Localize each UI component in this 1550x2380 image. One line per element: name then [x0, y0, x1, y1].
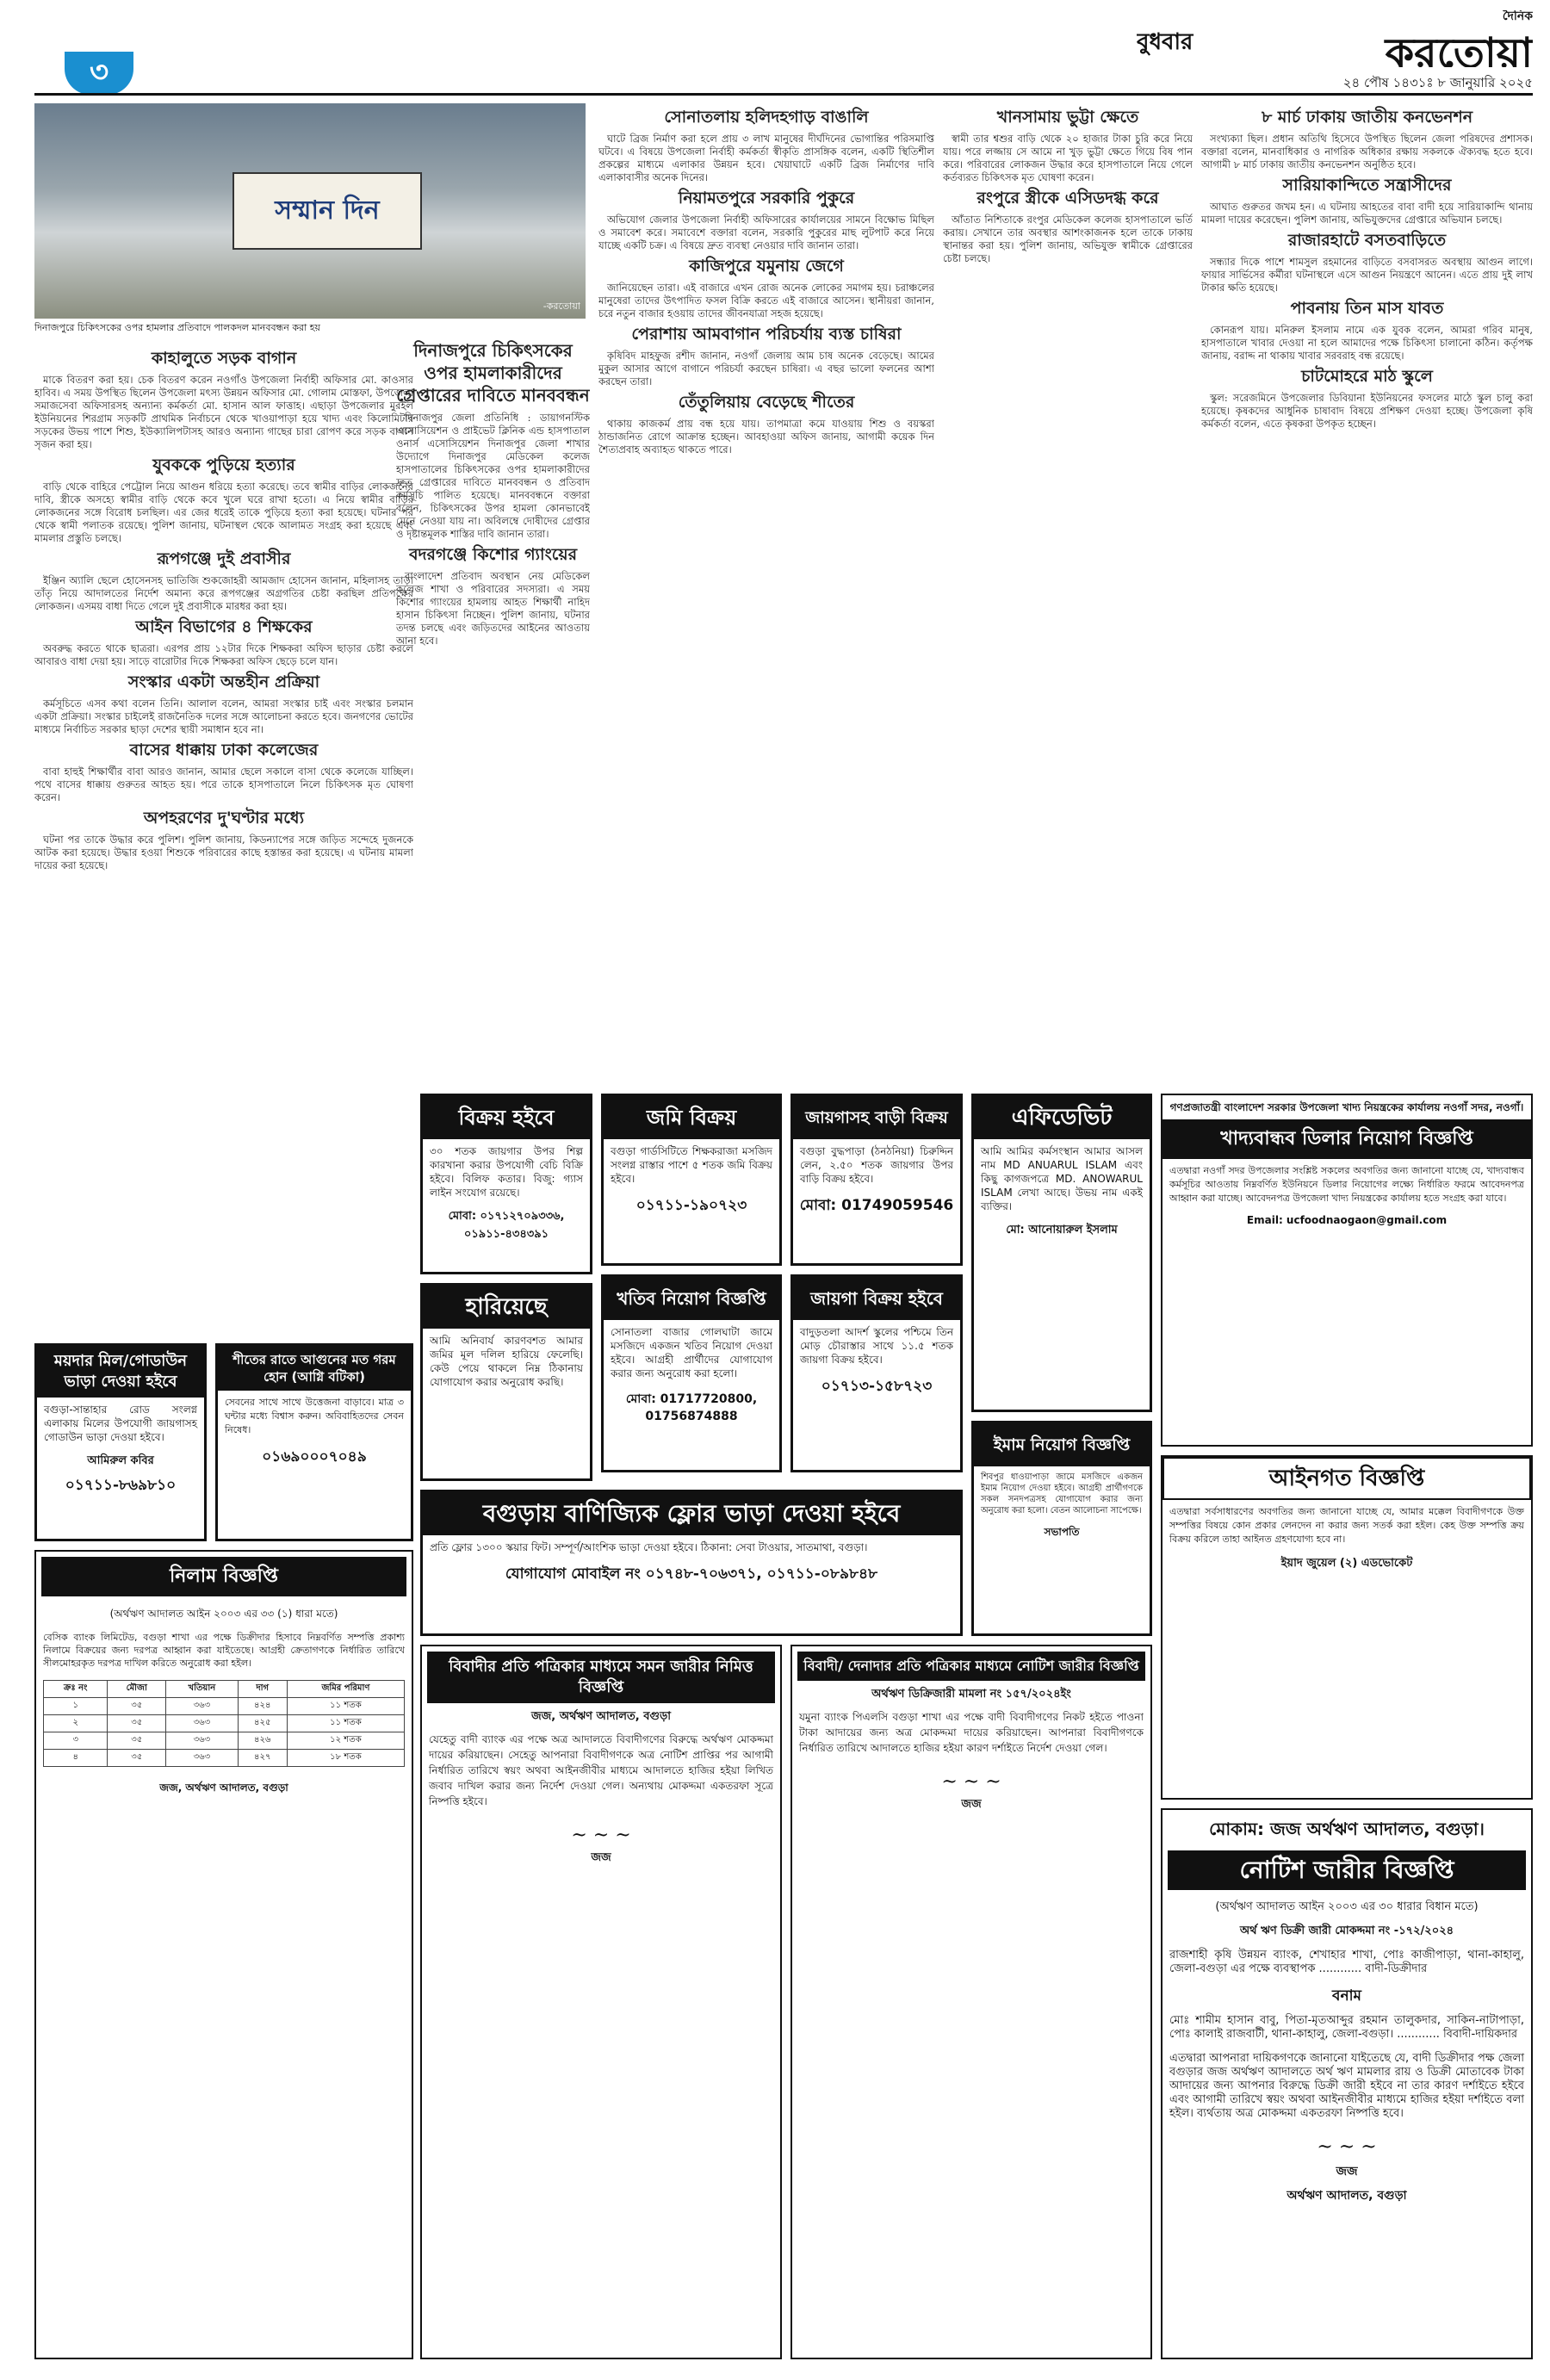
- table-cell: ৩৬৩: [166, 1715, 239, 1732]
- headline-c2b: বদরগঞ্জে কিশোর গ্যাংয়ের: [408, 545, 578, 564]
- ad-winter-medicine: [215, 1343, 413, 1541]
- column-1: [34, 344, 413, 1343]
- body-s7: ঘটনা পর তাকে উদ্ধার করে পুলিশ। পুলিশ জানায়, কিডন্যাপের সঙ্গে জড়িত সন্দেহে দুজনকে আটক করা হয়েছে। উদ্ধার হওয়া শিশুকে পরিবারের কাছে হস্তান্তর করা হয়েছে। এ ঘটনায় মামলা দায়ের করা হয়েছে।: [34, 834, 413, 871]
- column-5: [1201, 103, 1533, 1085]
- table-cell: ৩: [44, 1732, 108, 1750]
- ad-mill-rent-sign: আমিরুল কবির: [87, 1454, 154, 1467]
- summons-signature: ~ ~ ~: [571, 1825, 631, 1846]
- ad-house-sale-phone: মোবা: 01749059546: [799, 1197, 954, 1214]
- ad-khatib-title: খতিব নিয়োগ বিজ্ঞপ্তি: [604, 1277, 779, 1320]
- notice-dealer-email: Email: ucfoodnaogaon@gmail.com: [1246, 1214, 1448, 1226]
- notice-court-sub: (অর্থঋণ আদালত আইন ২০০৩ এর ৩০ ধারার বিধান মতে): [1215, 1900, 1479, 1913]
- body-s3: ইঞ্জিন অ্যালি ছেলে হোসেনসহ ভাতিজি শুকজোহরী আমজাদ হোসেন জানান, মহিলাসহ তাড়া তাঁতৃ নিয়ে আদালতের নির্দেশ অমান্য করে রূপগঞ্জের অগ্রগতির চেষ্টা করছিল প্রতিপক্ষের লোকজন। এসময় বাধা দিতে গেলে দুই প্রবাসীকে মারধর করা হয়।: [34, 574, 413, 612]
- judge-signature: ~ ~ ~: [1317, 2136, 1377, 2158]
- ad-mill-rent-title: ময়দার মিল/গোডাউন ভাড়া দেওয়া হইবে: [37, 1346, 204, 1398]
- auction-table-col-header: খতিয়ান: [166, 1681, 239, 1698]
- auction-table-col-header: ক্রঃ নং: [44, 1681, 108, 1698]
- ad-land-sale-phone: ০১৭১১-১৯০৭২৩: [636, 1197, 747, 1214]
- body-s2: বাড়ি থেকে বাহিরে পেট্রোল নিয়ে আগুন ধরিয়ে হত্যা করেছে। তবে স্বামীর বাড়ির লোকজনের দাবি, স্ত্রীকে অসহ্যে স্বামীর বাড়ি থেকে কবে খুলে ঘরে রাখা হতো। এ নিয়ে স্বামীর বাড়ির লোকজনের সঙ্গে বিরোধ চলছিল। এর জের ধরেই তাকে পুড়িয়ে হত্যা করা হয়েছে। ঘটনার পর থেকে স্বামী পলাতক রয়েছে। পুলিশ জানায়, ঘটনাস্থল থেকে আলামত সংগ্রহ করা হয়েছে এবং মামলার প্রস্তুতি চলছে।: [34, 480, 413, 544]
- table-cell: ৪২৬: [238, 1732, 287, 1750]
- headline-c3e: তেঁতুলিয়ায় বেড়েছে শীতের: [678, 393, 855, 412]
- ad-land-sale-body: বগুড়া গার্ডসিটিতে শিক্ষকরাজা মসজিদ সংলগ্ন রাস্তার পাশে ৫ শতক জমি বিক্রয় হইবে।: [611, 1145, 772, 1185]
- table-cell: ৩৫: [108, 1750, 166, 1767]
- headline-c3d: পেরাশায় আমবাগান পরিচর্যায় ব্যস্ত চাষিরা: [631, 325, 902, 344]
- table-row: [44, 1732, 405, 1750]
- ad-sale-body: ৩০ শতক জায়গার উপর শিল্প কারখানা করার উপযোগী বেচি বিক্রি হইবে। বিলিফ কতার। বিজু: গ্যাস লাইন সংযোগ রয়েছে।: [430, 1145, 583, 1199]
- notice-debtor-court: অর্থঋণ ডিক্রিজারী মামলা নং ১৫৭/২০২৪ইং: [871, 1688, 1071, 1701]
- body-s1: মাকে বিতরণ করা হয়। চেক বিতরণ করেন নওগাঁও উপজেলা নির্বাহী অফিসার মো. কাওসার হাবিব। এ সময় উপস্থিত ছিলেন উপজেলা মৎস্য উন্নয়ন অফিসার মো. গোলাম মোস্তফা, উপজেলা সমাজসেবা অফিসারসহ অন্যান্য কর্মকর্তা মো. হাসান আল ফাত্তাহ। এছাড়া উপজেলার মুরইল ইউনিয়নের শিরগ্রাম সড়কটি প্রাথমিক নির্বাচনে থেকে খাওয়াপাড়া হয়ে খাদ্য এবং কিলোমিটার সড়কের উভয় পাশে শিশু, ইউক্যালিপটাসহ আরও অন্যান্য গাছের চারা রোপণ করে সড়ক বাগান সৃজন করা হয়।: [34, 374, 413, 450]
- ad-floor-rent: [420, 1490, 963, 1636]
- body-s5: কর্মসূচিতে এসব কথা বলেন তিনি। আলাল বলেন, আমরা সংস্কার চাই এবং সংস্কার চলমান একটা প্রক্রিয়া। সংস্কার চাইলেই রাজনৈতিক দলের সঙ্গে আলোচনা করতে হবে। জনগণের ভোটের মাধ্যমে নির্বাচিত সরকার ছাড়া দেশের স্থায়ী সমাধান হবে না।: [34, 697, 413, 735]
- ad-sale: [420, 1094, 592, 1274]
- notice-legal-sign: ইয়াদ জুয়েল (২) এডভোকেট: [1280, 1557, 1413, 1570]
- table-row: [44, 1715, 405, 1732]
- ad-affidavit: [971, 1094, 1152, 1412]
- headline-c3c: কাজিপুরে যমুনায় জেগে: [689, 257, 844, 276]
- dateline: ২৪ পৌষ ১৪৩১ঃ ৮ জানুয়ারি ২০২৫: [1342, 75, 1533, 90]
- ad-khatib-phone: মোবা: 01717720800, 01756874888: [625, 1392, 758, 1423]
- body-s6: বাবা হাহুই শিক্ষার্থীর বাবা আরও জানান, আমার ছেলে সকালে বাসা থেকে কলেজে যাচ্ছিল। পথে বাসের ধাক্কায় গুরুতর আহত হয়। পরে তাকে হাসপাতালে নিলে চিকিৎসক মৃত ঘোষণা করেন।: [34, 765, 413, 803]
- table-cell: ১৮ শতক: [287, 1750, 404, 1767]
- column-3: [598, 103, 934, 1085]
- headline-c2: দিনাজপুরে চিকিৎসকের ওপর হামলাকারীদের গ্রেপ্তারের দাবিতে মানববন্ধন: [396, 340, 590, 406]
- ad-plot-sale-title: জায়গা বিক্রয় হইবে: [793, 1277, 960, 1320]
- headline-s3: রূপগঞ্জে দুই প্রবাসীর: [157, 549, 291, 568]
- ad-imam-title: ইমাম নিয়োগ বিজ্ঞপ্তি: [974, 1423, 1150, 1466]
- notice-summons-title: বিবাদীর প্রতি পত্রিকার মাধ্যমে সমন জারীর নিমিত্ত বিজ্ঞপ্তি: [427, 1652, 775, 1703]
- notice-court-sign-role: জজ: [1336, 2165, 1358, 2179]
- auction-table-body: [44, 1698, 405, 1767]
- ad-mill-rent: [34, 1343, 207, 1541]
- notice-legal-body: এতদ্বারা সর্বসাধারণের অবগতির জন্য জানানো যাচ্ছে যে, আমার মক্কেল বিবাদীগণকে উক্ত সম্পত্তির বিষয়ে কোন প্রকার লেনদেন না করার জন্য সতর্ক করা হইল। কেহ উক্ত সম্পত্তি ক্রয় বিক্রয় করিলে তাহা আইনত গ্রহণযোগ্য হবে না।: [1169, 1506, 1524, 1545]
- notice-debtor-sign: জজ: [961, 1798, 982, 1811]
- ad-house-sale: [790, 1094, 963, 1266]
- ad-lost: [420, 1283, 592, 1481]
- ad-floor-rent-body: প্রতি ফ্লোর ১৩০০ স্কয়ার ফিট। সম্পূর্ণ/আংশিক ভাড়া দেওয়া হইবে। ঠিকানা: সেবা টাওয়ার, সাতমাথা, বগুড়া।: [430, 1541, 868, 1553]
- table-cell: ৩৬৩: [166, 1732, 239, 1750]
- body-c3e: থাকায় কাজকর্ম প্রায় বন্ধ হয়ে যায়। তাপমাত্রা কমে যাওয়ায় শিশু ও বয়স্করা ঠান্ডাজনিত রোগে আক্রান্ত হচ্ছেন। আবহাওয়া অফিস জানায়, আগামী কয়েক দিন শৈত্যপ্রবাহ অব্যাহত থাকতে পারে।: [598, 418, 934, 456]
- notice-summons-body: যেহেতু বাদী ব্যাংক এর পক্ষে অত্র আদালতে বিবাদীগণের বিরুদ্ধে অর্থঋণ মোকদ্দমা দায়ের করিয়াছেন। সেহেতু আপনারা বিবাদীগণকে অত্র নোটিশ প্রাপ্তির পর আগামী নির্ধারিত তারিখে স্বয়ং অথবা আইনজীবীর মাধ্যমে আদালতে হাজির হইয়া লিখিত জবাব দাখিল করার জন্য নির্দেশ দেওয়া গেল। অন্যথায় মোকদ্দমা একতরফা সূত্রে নিষ্পত্তি হইবে।: [429, 1733, 773, 1807]
- notice-court-sign-court: অর্থঋণ আদালত, বগুড়া: [1286, 2189, 1407, 2203]
- table-cell: ৩৫: [108, 1698, 166, 1715]
- ad-house-sale-body: বগুড়া বুদ্ধপাড়া (ঠনঠনিয়া) চিরুদ্দিন লেন, ২.৫০ শতক জায়গার উপর বাড়ি বিক্রয় হইবে।: [800, 1145, 953, 1185]
- ad-affidavit-body: আমি আমির কর্মসংস্থান আমার আসল নাম MD ANUARUL ISLAM এবং কিছু কাগজপত্রে MD. ANOWARUL ISLAM লেখা আছে। উভয় নাম একই ব্যক্তির।: [981, 1145, 1143, 1212]
- headline-c5a: ৮ মার্চ ঢাকায় জাতীয় কনভেনশন: [1261, 108, 1473, 127]
- body-c4a: স্বামী তার শ্বশুর বাড়ি থেকে ২০ হাজার টাকা চুরি করে নিয়ে যায়। পরে লজ্জায় সে আমে না খুড় ভুট্টা ক্ষেতে গিয়ে বিষ পান করে। পরিবারের লোকজন উদ্ধার করে হাসপাতালে নিয়ে গেলে কর্তব্যরত চিকিৎসক মৃত ঘোষণা করেন।: [943, 133, 1193, 183]
- ad-imam-body: শিবপুর ধাওয়াপাড়া জামে মসজিদে একজন ইমাম নিয়োগ দেওয়া হইবে। আগ্রহী প্রার্থীগণকে সকল সনদপত্রসহ যোগাযোগ করার জন্য অনুরোধ করা হলো। বেতন আলোচনা সাপেক্ষে।: [981, 1472, 1143, 1515]
- table-cell: ৩৫: [108, 1715, 166, 1732]
- logo-text: করতোয়া: [1385, 29, 1533, 67]
- ad-land-sale-title: জমি বিক্রয়: [604, 1096, 779, 1139]
- ad-land-sale: [601, 1094, 782, 1266]
- ad-winter-phone: ০১৬৯০০০৭০৪৯: [262, 1448, 367, 1466]
- notice-dealer-title: খাদ্যবান্ধব ডিলার নিয়োগ বিজ্ঞপ্তি: [1162, 1119, 1531, 1159]
- ad-floor-rent-phone: যোগাযোগ মোবাইল নং ০১৭৪৮-৭০৬৩৭১, ০১৭১১-০৮৯৮৪৮: [505, 1565, 878, 1583]
- ad-sale-title: বিক্রয় হইবে: [423, 1096, 590, 1139]
- ad-khatib-body: সোনাতলা বাজার গোলঘাটা জামে মসজিদে একজন খতিব নিয়োগ দেওয়া হইবে। আগ্রহী প্রার্থীদের যোগাযোগ করার জন্য অনুরোধ করা হলো।: [611, 1326, 772, 1379]
- auction-table-col-header: দাগ: [238, 1681, 287, 1698]
- notice-court-title: নোটিশ জারীর বিজ্ঞপ্তি: [1168, 1850, 1526, 1890]
- notice-court-defendant: মোঃ শামীম হাসান বাবু, পিতা-মৃতআব্দুর রহমান তালুকদার, সাকিন-নাটাপাড়া, পোঃ কালাই রাজবাটী, থানা-কাহালু, জেলা-বগুড়া। ............ বিবাদী-দায়িকদার: [1169, 2014, 1524, 2041]
- headline-c5c: রাজারহাটে বসতবাড়িতে: [1287, 231, 1447, 250]
- headline-c3b: নিয়ামতপুরে সরকারি পুকুরে: [678, 189, 855, 208]
- table-cell: ১১ শতক: [287, 1715, 404, 1732]
- notice-auction: [34, 1550, 413, 2359]
- table-row: [44, 1698, 405, 1715]
- table-cell: ৪২৭: [238, 1750, 287, 1767]
- body-c5a: সংখ্যক্যা ছিল। প্রধান অতিথি হিসেবে উপস্থিত ছিলেন জেলা পরিষদের প্রশাসক। বক্তারা বলেন, মানবাধিকার ও নাগরিক অধিকার রক্ষায় সকলকে ঐক্যবদ্ধ হতে হবে। আগামী ৮ মার্চ ঢাকায় জাতীয় কনভেনশন অনুষ্ঠিত হবে।: [1201, 133, 1533, 170]
- headline-s4: আইন বিভাগের ৪ শিক্ষকের: [135, 617, 313, 636]
- notice-court-vs: বনাম: [1332, 1987, 1361, 2005]
- body-c5d: কোনরূপ যায়। মনিরুল ইসলাম নামে এক যুবক বলেন, আমরা গরিব মানুষ, হাসপাতালে খাবার দেওয়া না হলে আমাদের পক্ষে চিকিৎসা চালানো কঠিন। কর্তৃপক্ষ জানায়, বরাদ্দ না থাকায় খাবার সরবরাহ বন্ধ রয়েছে।: [1201, 324, 1533, 362]
- news-photo: [34, 103, 586, 319]
- masthead-rule: [34, 93, 1533, 96]
- notice-court-plaintiff: রাজশাহী কৃষি উন্নয়ন ব্যাংক, শেখাহার শাখা, পোঃ কাজীপাড়া, থানা-কাহালু, জেলা-বগুড়া এর পক্ষে ব্যবস্থাপক ............ বাদী-ডিক্রীদার: [1169, 1949, 1524, 1975]
- headline-c5b: সারিয়াকান্দিতে সন্ত্রাসীদের: [1282, 176, 1452, 195]
- ad-imam-sign: সভাপতি: [1044, 1526, 1080, 1538]
- notice-summons: [420, 1645, 782, 2359]
- ad-plot-sale-phone: ০১৭১৩-১৫৮৭২৩: [821, 1378, 933, 1395]
- ad-house-sale-title: জায়গাসহ বাড়ী বিক্রয়: [793, 1096, 960, 1139]
- headline-s7: অপহরণের দু'ঘণ্টার মধ্যে: [143, 809, 305, 827]
- table-cell: ২: [44, 1715, 108, 1732]
- notice-court-case: অর্থ ঋণ ডিক্রী জারী মোকদ্দমা নং -১৭২/২০২৪: [1239, 1924, 1454, 1937]
- notice-summons-court: জজ, অর্থঋণ আদালত, বগুড়া: [530, 1710, 672, 1723]
- auction-table: [43, 1680, 405, 1767]
- photo-credit: -করতোয়া: [542, 301, 580, 312]
- headline-c4a: খানসামায় ভুট্টা ক্ষেতে: [996, 108, 1139, 127]
- body-c5b: আঘাত গুরুতর জখম হন। এ ঘটনায় আহতের বাবা বাদী হয়ে সারিয়াকান্দি থানায় মামলা দায়ের করেছেন। পুলিশ জানায়, অভিযুক্তদের গ্রেপ্তারে অভিযান চলছে।: [1201, 201, 1533, 226]
- auction-table-header: [44, 1681, 405, 1698]
- logo-top: দৈনিক: [1502, 10, 1533, 23]
- notice-legal-title: আইনগত বিজ্ঞপ্তি: [1162, 1457, 1531, 1500]
- body-c5e: স্কুল: সরেজমিনে উপজেলার ডিবিয়ানা ইউনিয়নের ফসলের মাঠে স্কুল চালু করা হয়েছে। কৃষকদের আধুনিক চাষাবাদ বিষয়ে প্রশিক্ষণ দেওয়া হচ্ছে। উপজেলা কৃষি কর্মকর্তা বলেন, এতে কৃষকরা উপকৃত হচ্ছেন।: [1201, 392, 1533, 430]
- body-c4b: আঁতাত নিশিতাকে রংপুর মেডিকেল কলেজ হাসপাতালে ভর্তি করায়। সেখানে তার অবস্থার আশংকাজনক হলে তাকে ঢাকায় স্থানান্তর করা হয়। পুলিশ জানায়, অভিযুক্ত স্বামীকে গ্রেপ্তারের চেষ্টা চলছে।: [943, 214, 1193, 264]
- auction-table-col-header: জমির পরিমাণ: [287, 1681, 404, 1698]
- body-c3d: কৃষিবিদ মাহফুজ রশীদ জানান, নওগাঁ জেলায় আম চাষ অনেক বেড়েছে। আমের মুকুল আসার আগে বাগানে পরিচর্যা করছেন চাষিরা। এ বছর ভালো ফলনের আশা করছেন তারা।: [598, 350, 934, 387]
- headline-c4b: রংপুরে স্ত্রীকে এসিডদগ্ধ করে: [976, 189, 1159, 208]
- table-cell: ৩৬৩: [166, 1698, 239, 1715]
- table-cell: ১: [44, 1698, 108, 1715]
- notice-debtor-title: বিবাদী/ দেনাদার প্রতি পত্রিকার মাধ্যমে নোটিশ জারীর বিজ্ঞপ্তি: [797, 1652, 1145, 1681]
- notice-court-name: মোকাম: জজ অর্থঋণ আদালত, বগুড়া।: [1209, 1819, 1485, 1839]
- ad-imam: [971, 1421, 1152, 1636]
- ad-plot-sale-body: বাদুড়তলা আদর্শ স্কুলের পশ্চিমে তিন মোড় চৌরাস্তার সাথে ১১.৫ শতক জায়গা বিক্রয় হইবে।: [800, 1326, 953, 1366]
- table-row: [44, 1750, 405, 1767]
- headline-c5e: চাটমোহরে মাঠ স্কুলে: [1301, 367, 1433, 386]
- table-cell: ৪২৫: [238, 1715, 287, 1732]
- auction-table-wrap: [36, 1675, 412, 1772]
- masthead: [0, 0, 1550, 95]
- ad-mill-rent-phone: ০১৭১১-৮৬৯৮১০: [65, 1477, 177, 1494]
- ad-winter-title: শীতের রাতে আগুনের মত গরম হোন (আগ্নি বটিকা): [218, 1346, 411, 1391]
- notice-dealer-body: এতদ্বারা নওগাঁ সদর উপজেলার সংশ্লিষ্ট সকলের অবগতির জন্য জানানো যাচ্ছে যে, খাদ্যবান্ধব কর্মসূচির আওতায় নিম্নবর্ণিত ইউনিয়নে ডিলার নিয়োগের লক্ষ্যে নির্ধারিত ফরমে আবেদনপত্র আহ্বান করা যাচ্ছে। আবেদনপত্র উপজেলা খাদ্য নিয়ন্ত্রকের কার্যালয় হতে সংগ্রহ করা যাবে।: [1169, 1165, 1524, 1204]
- table-cell: ৩৫: [108, 1732, 166, 1750]
- notice-court-bogura: [1161, 1808, 1533, 2359]
- ad-lost-body: আমি অনিবার্য কারণবশত আমার জমির মূল দলিল হারিয়ে ফেলেছি। কেউ পেয়ে থাকলে নিম্ন ঠিকানায় যোগাযোগ করার অনুরোধ করছি।: [430, 1335, 583, 1388]
- newspaper-logo: [1274, 10, 1533, 67]
- notice-debtor: [790, 1645, 1152, 2359]
- ad-winter-body: সেবনের সাথে সাথে উত্তেজনা বাড়াবে। মাত্র ৩ ঘন্টার মধ্যে বিশ্বাস করুন। অবিবাহিতদের সেবন নিষেধ।: [225, 1397, 404, 1435]
- notice-auction-sign: জজ, অর্থঋণ আদালত, বগুড়া: [159, 1782, 288, 1794]
- column-2: [396, 336, 590, 1094]
- debtor-signature: ~ ~ ~: [941, 1771, 1001, 1793]
- ad-khatib: [601, 1274, 782, 1472]
- ad-affidavit-title: এফিডেভিট: [974, 1096, 1150, 1139]
- table-cell: ৪: [44, 1750, 108, 1767]
- ad-plot-sale: [790, 1274, 963, 1472]
- notice-court-body: এতদ্বারা আপনারা দায়িকগণকে জানানো যাইতেছে যে, বাদী ডিক্রীদার পক্ষ জেলা বগুড়ার জজ অর্থঋণ আদালতে অর্থ ঋণ মামলার রায় ও ডিক্রী মোতাবেক টাকা আদায়ের জন্য আপনার বিরুদ্ধে ডিক্রী জারী হইবে না তার কারণ দর্শাইতে হইবে এবং আগামী তারিখে স্বয়ং অথবা আইনজীবীর মাধ্যমে হাজির হইয়া দর্শাইতে বলা হইল। ব্যর্থতায় অত্র মোকদ্দমা একতরফা নিষ্পত্তি হবে।: [1169, 2052, 1524, 2120]
- notice-dealer-header: গণপ্রজাতন্ত্রী বাংলাদেশ সরকার উপজেলা খাদ্য নিয়ন্ত্রকের কার্যালয় নওগাঁ সদর, নওগাঁ।: [1169, 1101, 1524, 1113]
- auction-table-col-header: মৌজা: [108, 1681, 166, 1698]
- notice-auction-body: বেসিক ব্যাংক লিমিটেড, বগুড়া শাখা এর পক্ষে ডিক্রীদার হিসাবে নিম্নবর্ণিত সম্পত্তি প্রকাশ্য নিলামে বিক্রয়ের জন্য দরপত্র আহ্বান করা যাইতেছে। আগ্রহী ক্রেতাগণকে নির্ধারিত তারিখে সীলমোহরকৃত দরপত্র দাখিল করিতে অনুরোধ করা হইল।: [43, 1632, 405, 1669]
- notice-legal: [1161, 1455, 1533, 1800]
- notice-auction-sub: (অর্থঋণ আদালত আইন ২০০৩ এর ৩৩ (১) ধারা মতে): [109, 1608, 338, 1620]
- table-cell: ১১ শতক: [287, 1698, 404, 1715]
- ad-floor-rent-title: বগুড়ায় বাণিজ্যিক ফ্লোর ভাড়া দেওয়া হইবে: [423, 1492, 960, 1535]
- notice-dealer: [1161, 1094, 1533, 1447]
- body-c5c: সন্ধ্যার দিকে পাশে শামসুল রহমানের বাড়িতে বসবাসরত অবস্থায় আগুন লাগে। ফায়ার সার্ভিসের কর্মীরা ঘটনাস্থলে এসে আগুন নিয়ন্ত্রণে আনেন। এতে প্রায় দুই লাখ টাকার ক্ষতি হয়েছে।: [1201, 256, 1533, 294]
- headline-s5: সংস্কার একটা অন্তহীন প্রক্রিয়া: [127, 672, 320, 691]
- notice-debtor-body: যমুনা ব্যাংক পিএলসি বগুড়া শাখা এর পক্ষে বাদী বিবাদীগণের নিকট হইতে পাওনা টাকা আদায়ের জন্য অত্র মোকদ্দমা দায়ের করিয়াছেন। আপনারা বিবাদীগণকে নির্ধারিত তারিখে আদালতে হাজির হইয়া কারণ দর্শাইতে নির্দেশ দেওয়া গেল।: [799, 1711, 1144, 1754]
- photo-caption: দিনাজপুরে চিকিৎসকের ওপর হামলার প্রতিবাদে পালকদল মানববন্ধন করা হয়: [34, 322, 321, 333]
- column-4: [943, 103, 1193, 1085]
- table-cell: ৩৬৩: [166, 1750, 239, 1767]
- ad-affidavit-sign: মো: আনোয়ারুল ইসলাম: [1006, 1224, 1118, 1236]
- body-c2: দিনাজপুর জেলা প্রতিনিধি : ডায়াগনস্টিক এসোসিয়েশন ও প্রাইভেট ক্লিনিক এন্ড হাসপাতাল ওনার্স এসোসিয়েশন দিনাজপুর জেলা শাখার উদ্যোগে দিনাজপুর মেডিকেল কলেজ হাসপাতালের চিকিৎসকের ওপর হামলাকারীদের দ্রুত গ্রেপ্তারের দাবিতে মানববন্ধন ও প্রতিবাদ কর্মসূচি পালিত হয়েছে। মানববন্ধনে বক্তারা বলেন, চিকিৎসকের উপর হামলা কোনভাবেই মেনে নেওয়া যায় না। অবিলম্বে দোষীদের গ্রেপ্তার ও দৃষ্টান্তমূলক শাস্তির দাবি জানান তারা।: [396, 412, 590, 540]
- weekday: বুধবার: [1137, 29, 1194, 55]
- body-s4: অবরুদ্ধ করতে থাকে ছাত্ররা। এরপর প্রায় ১২টার দিকে শিক্ষকরা অফিস ছাড়ার চেষ্টা করলে আবারও বাধা দেয়া হয়। সাড়ে বারোটার দিকে শিক্ষকরা অফিস ছেড়ে চলে যান।: [34, 642, 413, 667]
- headline-c5d: পাবনায় তিন মাস যাবত: [1290, 299, 1444, 318]
- body-c3a: ঘাটে ব্রিজ নির্মাণ করা হলে প্রায় ৩ লাখ মানুষের দীর্ঘদিনের ভোগান্তির পরিসমাপ্তি ঘটবে। এ বিষয়ে উপজেলা নির্বাহী কর্মকর্তা স্বীকৃতি প্রাসঙ্গিক বলেন, একটি স্থিতিশীল প্রকল্পের মাধ্যমে এলাকার উন্নয়ন হবে। খেয়াঘাটে একটি ব্রিজ নির্মাণের দাবি এলাকাবাসীর অনেক দিনের।: [598, 133, 934, 183]
- notice-summons-sign: জজ: [591, 1851, 611, 1864]
- body-c2b: বাংলাদেশ প্রতিবাদ অবস্থান নেয় মেডিকেল কলেজ শাখা ও পরিবারের সদস্যরা। এ সময় কিশোর গ্যাংয়ের হামলায় আহত শিক্ষার্থী নাহিদ হাসান চিকিৎসা নিচ্ছেন। পুলিশ জানায়, ঘটনার তদন্ত চলছে এবং জড়িতদের আইনের আওতায় আনা হবে।: [396, 570, 590, 647]
- page-number: ৩: [65, 52, 133, 95]
- headline-s1: কাহালুতে সড়ক বাগান: [151, 349, 297, 368]
- ad-sale-phone: মোবা: ০১৭১২৭০৯৩৩৬, ০১৯১১-৪৩৪৩৯১: [448, 1210, 565, 1241]
- headline-s2: যুবককে পুড়িয়ে হত্যার: [152, 456, 295, 474]
- headline-s6: বাসের ধাক্কায় ঢাকা কলেজের: [129, 741, 319, 759]
- table-cell: ১২ শতক: [287, 1732, 404, 1750]
- protest-banner: সম্মান দিন: [232, 172, 422, 250]
- ad-lost-title: হারিয়েছে: [423, 1286, 590, 1329]
- ad-mill-rent-body: বগুড়া-সান্তাহার রোড সংলগ্ন এলাকায় মিলের উপযোগী জায়গাসহ গোডাউন ভাড়া দেওয়া হইবে।: [44, 1404, 197, 1443]
- notice-auction-title: নিলাম বিজ্ঞপ্তি: [41, 1557, 406, 1596]
- headline-c3a: সোনাতলায় হলিদহগাড় বাঙালি: [664, 108, 869, 127]
- body-c3b: অভিযোগ জেলার উপজেলা নির্বাহী অফিসারের কার্যালয়ের সামনে বিক্ষোভ মিছিল ও সমাবেশ করে। সমাবেশে বক্তারা বলেন, সরকারি পুকুরের মাছ লুটপাট করে নিয়ে যাচ্ছে একটি চক্র। এ বিষয়ে দ্রুত ব্যবস্থা নেওয়ার দাবি জানান তারা।: [598, 214, 934, 251]
- body-c3c: জানিয়েছেন তারা। এই বাজারে এখন রোজ অনেক লোকের সমাগম হয়। চরাঞ্চলের মানুষেরা তাদের উৎপাদিত ফসল বিক্রি করতে এই বাজারে আসেন। স্থানীয়রা জানান, চরে নতুন বাজার হওয়ায় তাদের জীবনযাত্রা সহজ হয়েছে।: [598, 282, 934, 319]
- table-cell: ৪২৪: [238, 1698, 287, 1715]
